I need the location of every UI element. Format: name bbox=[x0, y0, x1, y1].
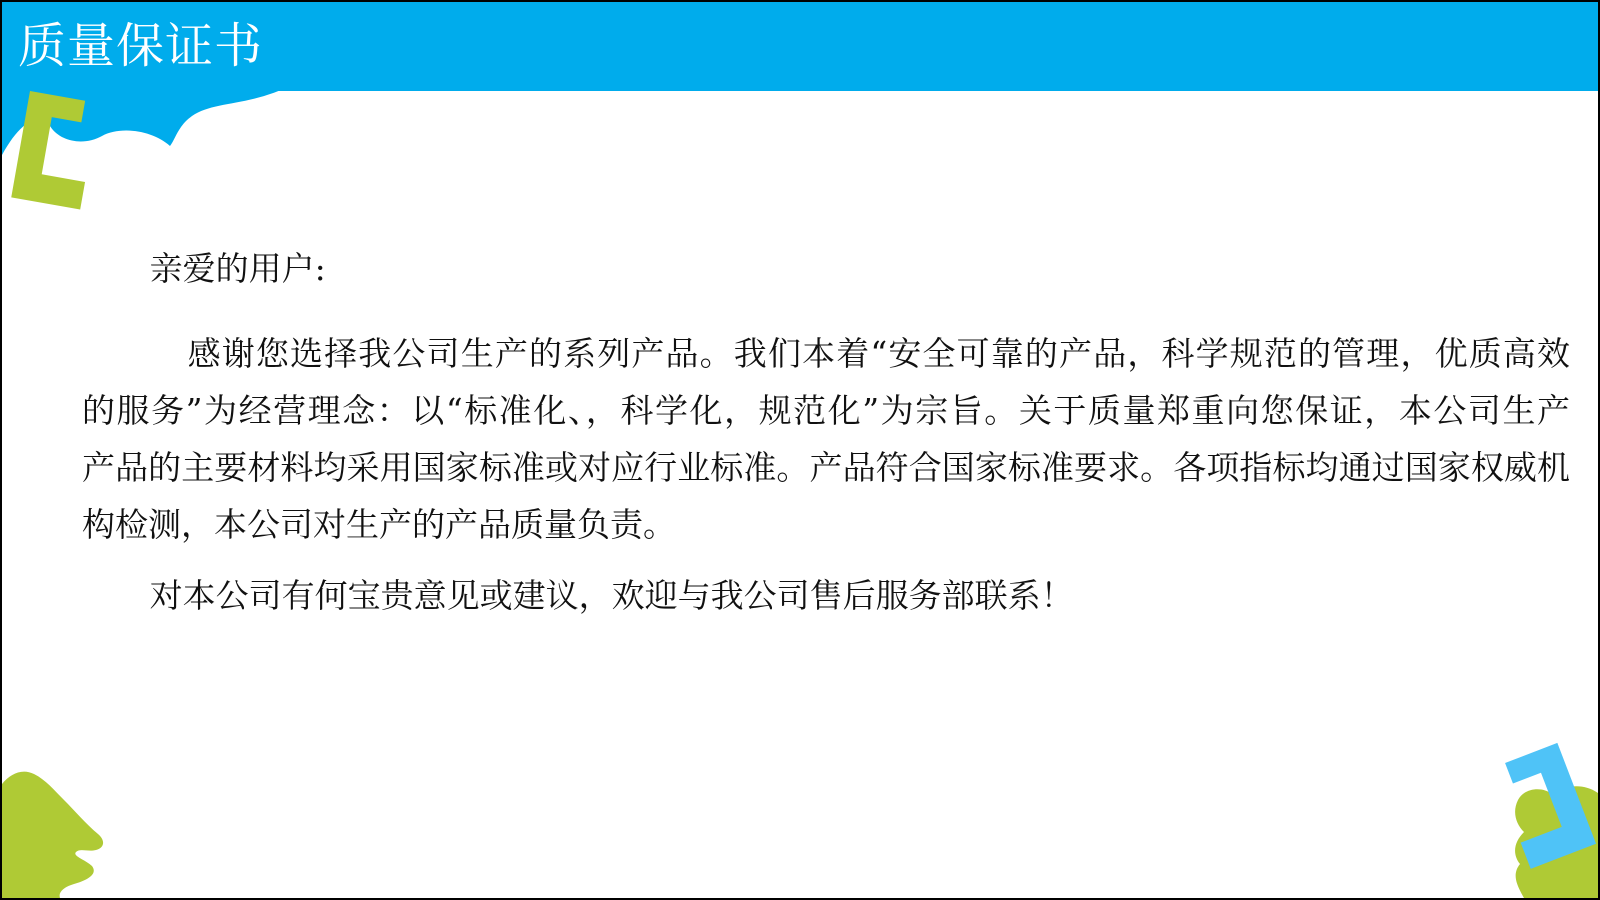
greeting-line: 亲爱的用户: bbox=[149, 249, 326, 288]
main-paragraph bbox=[82, 325, 1570, 553]
paragraph-line: 产品的主要材料均采用国家标准或对应行业标准。产品符合国家标准要求。各项指标均通过国家权威机 bbox=[82, 448, 1570, 487]
green-blob-icon bbox=[2, 772, 103, 898]
body-text-area bbox=[82, 240, 1570, 624]
green-bracket-icon bbox=[11, 91, 99, 210]
paragraph-line: 的服务”为经营理念：以“标准化、，科学化，规范化”为宗旨。关于质量郑重向您保证，本公司生产 bbox=[82, 391, 1570, 430]
slide-title: 质量保证书 bbox=[18, 18, 264, 74]
bottom-left-decoration bbox=[2, 768, 122, 898]
blue-bracket-icon bbox=[1492, 743, 1596, 869]
paragraph-line: 感谢您选择我公司生产的系列产品。我们本着“安全可靠的产品，科学规范的管理，优质高效 bbox=[187, 334, 1570, 373]
blue-blob-icon bbox=[2, 89, 281, 155]
bottom-right-decoration bbox=[1458, 688, 1598, 898]
closing-line: 对本公司有何宝贵意见或建议，欢迎与我公司售后服务部联系！ bbox=[149, 576, 1074, 615]
green-blob-icon bbox=[1515, 786, 1598, 898]
title-bar bbox=[2, 2, 1598, 91]
paragraph-line: 构检测，本公司对生产的产品质量负责。 bbox=[82, 505, 676, 544]
